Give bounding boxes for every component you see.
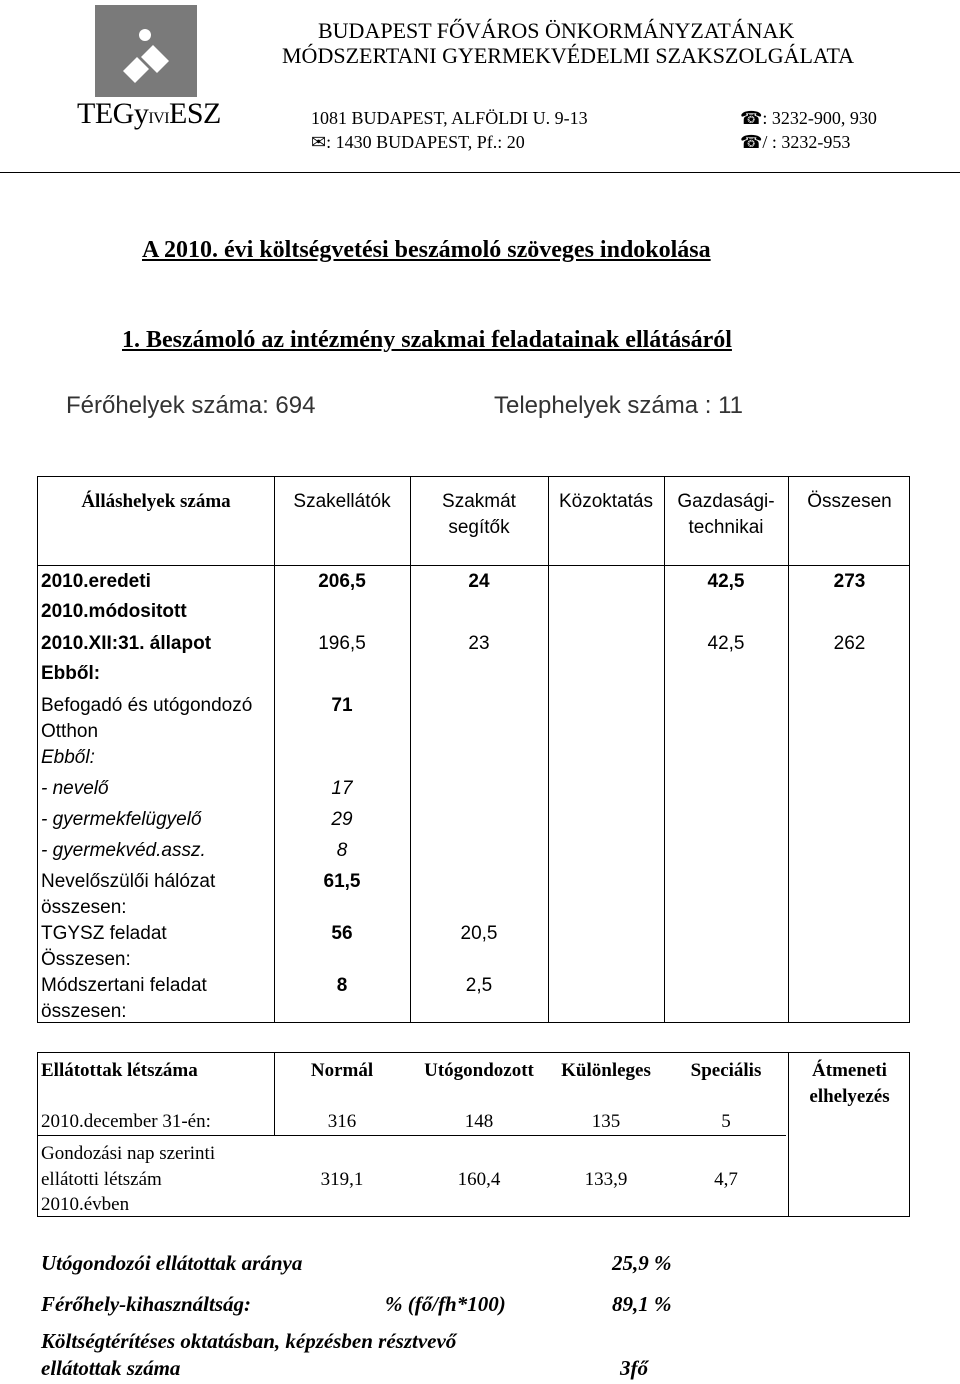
- header-cell: elhelyezés: [809, 1086, 890, 1107]
- table-cell: 316: [327, 1111, 357, 1132]
- row-label: 2010.módositott: [41, 601, 187, 622]
- header-cell: Normál: [310, 1060, 374, 1081]
- logo-emblem: [95, 5, 197, 97]
- utilization-label: Férőhely-kihasználtság:: [41, 1292, 252, 1316]
- table-cell: 206,5: [318, 571, 366, 592]
- row-label: Nevelőszülői hálózat: [41, 871, 216, 892]
- row-label: Befogadó és utógondozó: [41, 695, 253, 716]
- header-rule: [0, 172, 960, 173]
- table-cell: 8: [336, 975, 348, 996]
- header-cell: Átmeneti: [812, 1060, 887, 1081]
- table-cell: 5: [721, 1111, 731, 1132]
- row-label: Ebből:: [41, 663, 101, 684]
- header-cell: Speciális: [690, 1060, 762, 1081]
- header-cell: technikai: [688, 517, 764, 538]
- header-cell: Ellátottak létszáma: [41, 1060, 198, 1081]
- row-label: - gyermekfelügyelő: [41, 809, 202, 830]
- header-cell: Utógondozott: [424, 1060, 534, 1081]
- page-title: A 2010. évi költségvetési beszámoló szöveges indokolása: [142, 237, 711, 263]
- table-cell: 196,5: [318, 633, 366, 654]
- row-label: TGYSZ feladat: [41, 923, 167, 944]
- row-label: Módszertani feladat: [41, 975, 207, 996]
- header-cell: Álláshelyek száma: [81, 491, 231, 512]
- table-cell: 160,4: [457, 1169, 501, 1190]
- row-label: Gondozási nap szerinti: [41, 1143, 216, 1164]
- org-name-line1: BUDAPEST FŐVÁROS ÖNKORMÁNYZATÁNAK: [318, 18, 795, 43]
- row-label: ellátotti létszám: [41, 1169, 162, 1190]
- row-label: 2010.évben: [41, 1194, 130, 1215]
- header-cell: Gazdasági-: [677, 491, 775, 512]
- row-label: Összesen:: [41, 949, 131, 970]
- education-label-line1: Költségtérítéses oktatásban, képzésben résztvevő: [41, 1329, 457, 1353]
- table-cell: 71: [331, 695, 353, 716]
- row-label: Ebből:: [41, 747, 95, 768]
- header-cell: Közoktatás: [559, 491, 653, 512]
- table-cell: 2,5: [465, 975, 493, 996]
- phone: ☎: 3232-900, 930: [740, 108, 877, 128]
- fax: ☎/ : 3232-953: [740, 132, 851, 152]
- postbox: ✉: 1430 BUDAPEST, Pf.: 20: [311, 132, 525, 152]
- care-table: [37, 1052, 910, 1217]
- sites-count: Telephelyek száma : 11: [494, 392, 744, 419]
- table-cell: 133,9: [584, 1169, 628, 1190]
- logo: [77, 5, 225, 130]
- ratio-label: Utógondozói ellátottak aránya: [41, 1251, 303, 1275]
- section-heading: 1. Beszámoló az intézmény szakmai feladatainak ellátásáról: [122, 327, 732, 353]
- ratio-value: 25,9 %: [612, 1251, 672, 1275]
- row-label: Otthon: [41, 721, 99, 742]
- utilization-value: 89,1 %: [612, 1292, 672, 1316]
- logo-wordmark: TEGyIVIESZ: [77, 97, 221, 130]
- table-cell: 42,5: [707, 571, 745, 592]
- row-label: összesen:: [41, 1001, 127, 1022]
- table-cell: 262: [833, 633, 866, 654]
- table-cell: 4,7: [714, 1169, 738, 1190]
- header-cell: Szakellátók: [293, 491, 391, 512]
- table-cell: 61,5: [323, 871, 361, 892]
- header-cell: Összesen: [807, 491, 892, 512]
- row-label: összesen:: [41, 897, 127, 918]
- phone-icon: ☎: [740, 132, 763, 152]
- address: 1081 BUDAPEST, ALFÖLDI U. 9-13: [311, 108, 588, 128]
- places-count: Férőhelyek száma: 694: [66, 392, 316, 419]
- org-name-line2: MÓDSZERTANI GYERMEKVÉDELMI SZAKSZOLGÁLATA: [282, 43, 855, 68]
- table-cell: 24: [468, 571, 490, 592]
- education-label-line2: ellátottak száma: [41, 1356, 181, 1380]
- table-cell: 20,5: [460, 923, 498, 944]
- row-label: - gyermekvéd.assz.: [41, 840, 206, 861]
- table-cell: 135: [591, 1111, 621, 1132]
- row-label: - nevelő: [41, 778, 109, 799]
- staff-table: [37, 476, 910, 1023]
- row-label: 2010.eredeti: [41, 571, 151, 592]
- row-label: 2010.XII:31. állapot: [41, 633, 212, 654]
- table-cell: 56: [331, 923, 353, 944]
- row-label: 2010.december 31-én:: [41, 1111, 211, 1132]
- header-cell: Szakmát: [442, 491, 516, 512]
- education-value: 3fő: [620, 1356, 648, 1380]
- table-cell: 42,5: [707, 633, 745, 654]
- header-cell: Különleges: [561, 1060, 651, 1081]
- header-cell: segítők: [448, 517, 510, 538]
- table-cell: 148: [464, 1111, 494, 1132]
- envelope-icon: ✉: [311, 132, 327, 152]
- table-cell: 319,1: [320, 1169, 364, 1190]
- phone-icon: ☎: [740, 108, 763, 128]
- table-cell: 23: [468, 633, 490, 654]
- utilization-formula: % (fő/fh*100): [385, 1292, 506, 1316]
- table-cell: 8: [336, 840, 348, 861]
- table-cell: 273: [833, 571, 866, 592]
- table-cell: 17: [331, 778, 353, 799]
- table-cell: 29: [331, 809, 353, 830]
